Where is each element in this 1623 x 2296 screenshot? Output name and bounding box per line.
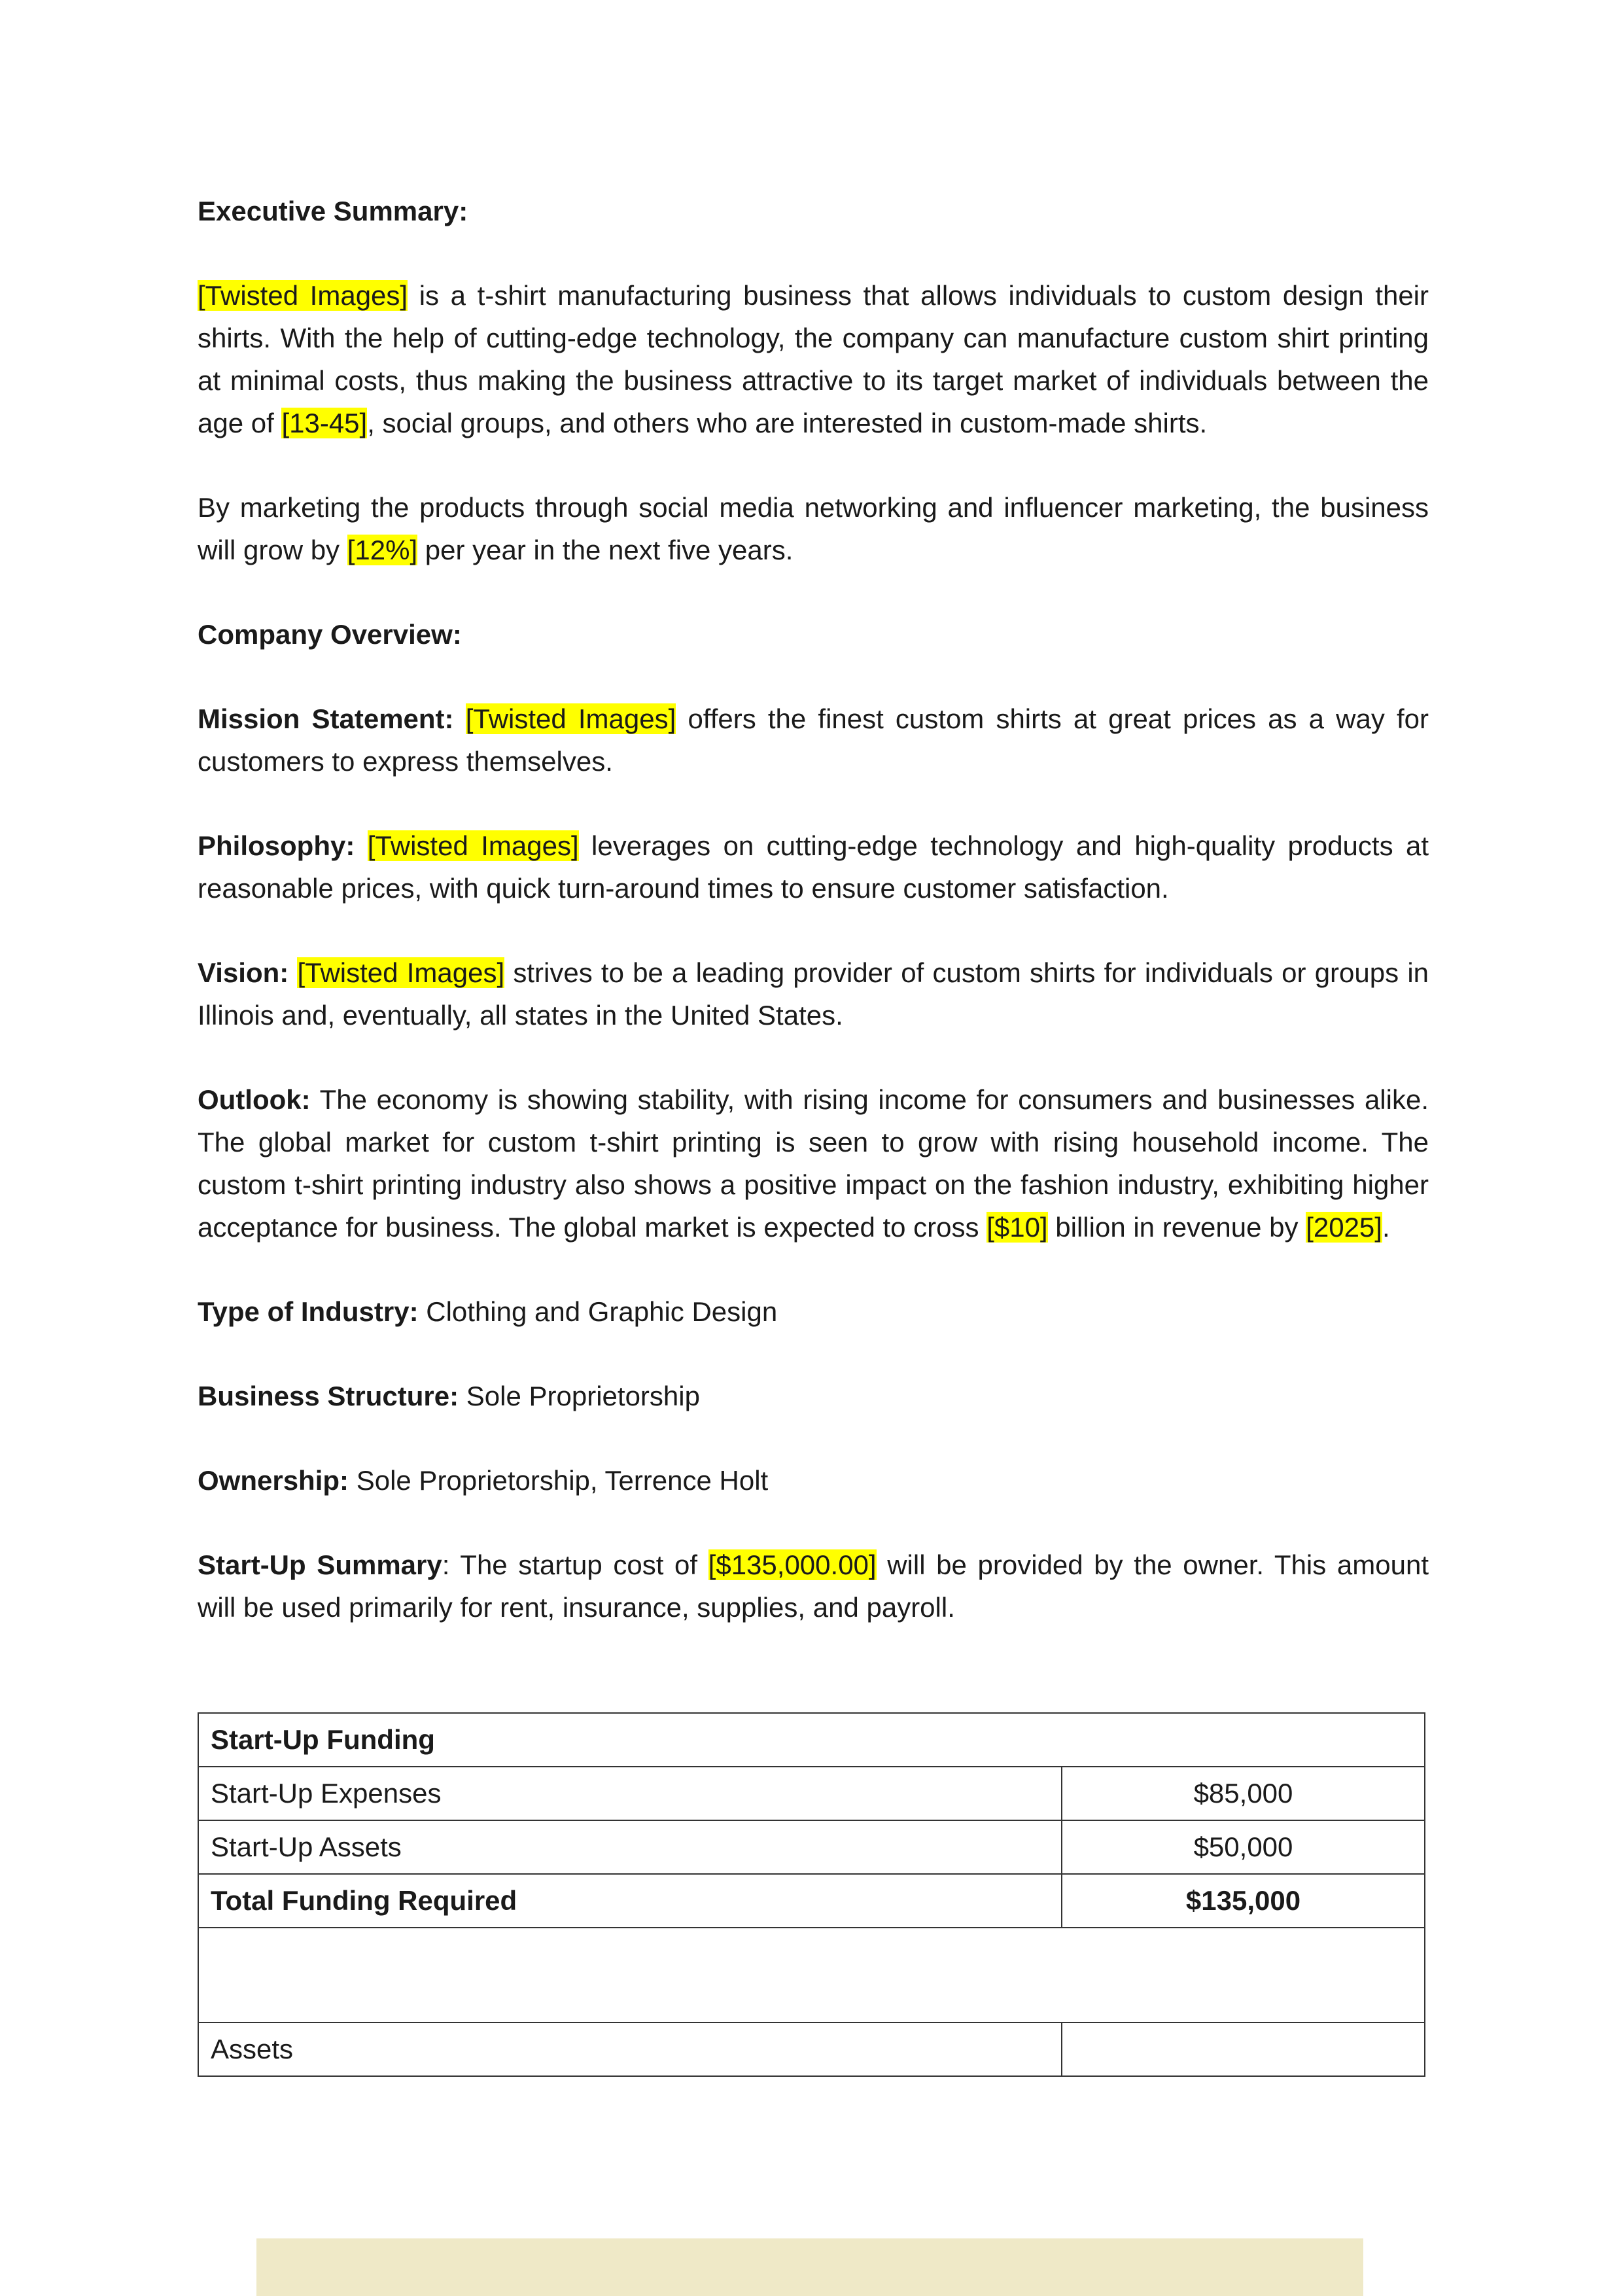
start-up-funding-table xyxy=(198,1712,1425,2077)
executive-summary-paragraph-1: [Twisted Images] is a t-shirt manufacturing business that allows individuals to custom design their shirts. With the help of cutting-edge technology, the company can manufacture custom shirt printing at minimal costs, thus making the business attractive to its target market of individuals between the age of [13-45], social groups, and others who are interested in custom-made shirts. xyxy=(198,280,1429,438)
table-row xyxy=(198,2022,1425,2076)
company-name-highlight: [Twisted Images] xyxy=(198,280,408,311)
philosophy: Philosophy: [Twisted Images] leverages on cutting-edge technology and high-quality products at reasonable prices, with quick turn-around times to ensure customer satisfaction. xyxy=(198,830,1429,904)
table-header-row xyxy=(198,1713,1425,1767)
executive-summary-paragraph-2: By marketing the products through social media networking and influencer marketing, the business will grow by [12%] per year in the next five years. xyxy=(198,492,1429,565)
vision: Vision: [Twisted Images] strives to be a leading provider of custom shirts for individuals or groups in Illinois and, eventually, all states in the United States. xyxy=(198,957,1429,1031)
document-body xyxy=(198,190,1429,1629)
outlook: Outlook: The economy is showing stability, with rising income for consumers and businesses alike. The global market for custom t-shirt printing is seen to grow with rising household income. The custom t-shirt printing industry also shows a positive impact on the fashion industry, exhibiting higher acceptance for business. The global market is expected to cross [$10] billion in revenue by [2025]. xyxy=(198,1084,1429,1243)
table-blank-row xyxy=(198,1928,1425,2022)
company-overview-heading: Company Overview: xyxy=(198,619,462,650)
company-name-highlight: [Twisted Images] xyxy=(297,957,505,988)
year-highlight: [2025] xyxy=(1306,1212,1382,1243)
table-title: Start-Up Funding xyxy=(198,1713,1425,1767)
type-of-industry: Type of Industry: Clothing and Graphic Design xyxy=(198,1296,778,1327)
footer-band xyxy=(256,2238,1363,2296)
row-value: $135,000 xyxy=(1062,1874,1425,1928)
start-up-summary: Start-Up Summary: The startup cost of [$135,000.00] will be provided by the owner. This amount will be used primarily for rent, insurance, supplies, and payroll. xyxy=(198,1549,1429,1623)
row-value: $50,000 xyxy=(1062,1820,1425,1874)
age-range-highlight: [13-45] xyxy=(281,408,368,438)
table-row xyxy=(198,1820,1425,1874)
company-name-highlight: [Twisted Images] xyxy=(367,830,579,861)
row-label: Start-Up Expenses xyxy=(198,1767,1062,1820)
startup-cost-highlight: [$135,000.00] xyxy=(708,1549,877,1580)
growth-rate-highlight: [12%] xyxy=(347,535,418,565)
table-total-row xyxy=(198,1874,1425,1928)
row-label: Total Funding Required xyxy=(198,1874,1062,1928)
row-label: Start-Up Assets xyxy=(198,1820,1062,1874)
ownership: Ownership: Sole Proprietorship, Terrence Holt xyxy=(198,1465,769,1496)
business-structure: Business Structure: Sole Proprietorship xyxy=(198,1381,700,1411)
market-size-highlight: [$10] xyxy=(986,1212,1048,1243)
row-value: $85,000 xyxy=(1062,1767,1425,1820)
table-row xyxy=(198,1767,1425,1820)
blank-cell xyxy=(198,1928,1425,2022)
executive-summary-heading: Executive Summary: xyxy=(198,196,468,226)
mission-statement: Mission Statement: [Twisted Images] offers the finest custom shirts at great prices as a way for customers to express themselves. xyxy=(198,703,1429,777)
row-value xyxy=(1062,2022,1425,2076)
company-name-highlight: [Twisted Images] xyxy=(465,703,676,734)
row-label: Assets xyxy=(198,2022,1062,2076)
